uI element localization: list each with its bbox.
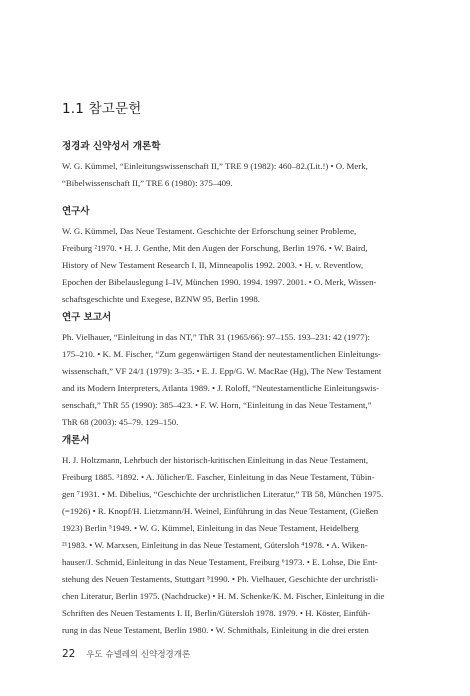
chapter-title: 1.1 참고문헌	[62, 101, 142, 117]
text-line: “Bibelwissenschaft II,” TRE 6 (1980): 375–409.	[62, 178, 233, 188]
running-title: 우도 슈넬레의 신약정경개론	[86, 650, 191, 660]
text-line: ThR 68 (2003): 45–79. 129–150.	[62, 417, 179, 427]
reference-paragraph	[62, 329, 414, 431]
section-heading: 정경과 신약성서 개론학	[62, 141, 161, 152]
text-line: rung in das Neue Testament, Berlin 1980. • W. Schmithals, Einleitung in die drei ersten	[62, 625, 369, 635]
reference-paragraph	[62, 223, 414, 308]
text-line: chen Literatur, Berlin 1975. (Nachdrucke) • H. M. Schenke/K. M. Fischer, Einleitung in die	[62, 591, 385, 601]
reference-paragraph	[62, 158, 414, 192]
text-line: H. J. Holtzmann, Lehrbuch der historisch-kritischen Einleitung in das Neue Testament,	[62, 455, 369, 465]
text-line: gen ⁷1931. • M. Dibelius, “Geschichte der urchristlichen Literatur,” TB 58, München 1975.	[62, 489, 384, 499]
text-line: W. G. Kümmel, “Einleitungswissenschaft II,” TRE 9 (1982): 460–82.(Lit.!) • O. Merk,	[62, 161, 368, 171]
text-line: Epochen der Bibelauslegung I–IV, München 1990. 1994. 1997. 2001. • O. Merk, Wissen-	[62, 277, 377, 287]
section-heading: 연구 보고서	[62, 312, 112, 323]
page-number: 22	[62, 648, 76, 660]
text-line: W. G. Kümmel, Das Neue Testament. Geschichte der Erforschung seiner Probleme,	[62, 226, 357, 236]
text-line: Freiburg ²1970. • H. J. Genthe, Mit den Augen der Forschung, Berlin 1976. • W. Baird,	[62, 243, 368, 253]
reference-paragraph	[62, 452, 414, 639]
text-line: Ph. Vielhauer, “Einleitung in das NT,” ThR 31 (1965/66): 97–155. 193–231: 42 (1977):	[62, 332, 370, 342]
section-canon-introduction	[62, 138, 414, 192]
text-line: History of New Testament Research I. II, Minneapolis 1992. 2003. • H. v. Reventlow,	[62, 260, 364, 270]
section-heading: 연구사	[62, 206, 90, 217]
page-footer	[62, 648, 190, 660]
section-heading: 개론서	[62, 435, 90, 446]
text-line: senschaft,” ThR 55 (1990): 385–423. • F. W. Horn, “Einleitung in das Neue Testament,”	[62, 400, 372, 410]
section-research-reports	[62, 309, 414, 431]
text-line: hauser/J. Schmid, Einleitung in das Neue Testament, Freiburg ⁶1973. • E. Lohse, Die Ent-	[62, 557, 378, 567]
section-research-history	[62, 203, 414, 308]
text-line: schaftsgeschichte und Exegese, BZNW 95, Berlin 1998.	[62, 294, 260, 304]
section-introductions	[62, 432, 414, 639]
text-line: Schriften des Neuen Testaments I. II, Berlin/Gütersloh 1978. 1979. • H. Köster, Einfüh-	[62, 608, 371, 618]
text-line: (=1926) • R. Knopf/H. Lietzmann/H. Weinel, Einführung in das Neue Testament, (Gießen	[62, 506, 379, 516]
text-line: Freiburg 1885. ³1892. • A. Jülicher/E. Fascher, Einleitung in das Neue Testament, Tübin-	[62, 472, 375, 482]
text-line: 1923) Berlin ⁵1949. • W. G. Kümmel, Einleitung in das Neue Testament, Heidelberg	[62, 523, 359, 533]
text-line: wissenschaft,” VF 24/1 (1979): 3–35. • E. J. Epp/G. W. MacRae (Hg), The New Testament	[62, 366, 382, 376]
text-line: stehung des Neuen Testaments, Stuttgart ⁵1990. • Ph. Vielhauer, Geschichte der urchristli-	[62, 574, 379, 584]
text-line: and its Modern Interpreters, Atlanta 1989. • J. Roloff, “Neutestamentliche Einleitungswis-	[62, 383, 380, 393]
text-line: 175–210. • K. M. Fischer, “Zum gegenwärtigen Stand der neutestamentlichen Einleitungs-	[62, 349, 381, 359]
text-line: ²¹1983. • W. Marxsen, Einleitung in das Neue Testament, Gütersloh ⁴1978. • A. Wiken-	[62, 540, 368, 550]
